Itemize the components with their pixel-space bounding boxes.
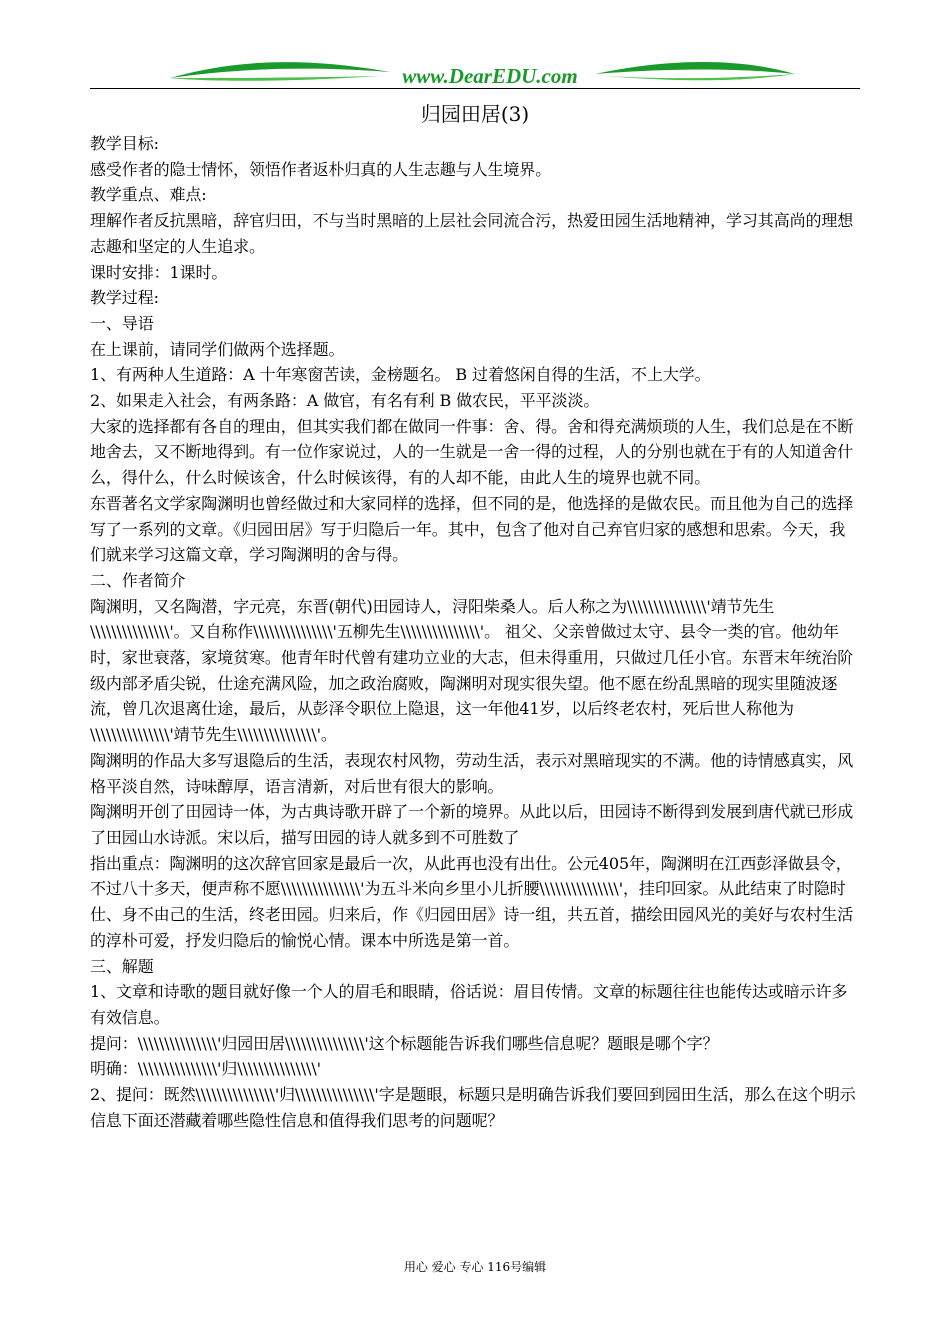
header-rule <box>90 88 860 89</box>
section-heading: 二、作者简介 <box>90 570 186 590</box>
paragraph: 1、文章和诗歌的题目就好像一个人的眉毛和眼睛，俗话说：眉目传情。文章的标题往往也能传达或暗示许多有效信息。 <box>90 982 848 1027</box>
paragraph: 教学过程: <box>90 288 159 308</box>
paragraph: 教学目标: <box>90 134 159 153</box>
right-swoosh-icon <box>595 62 795 74</box>
paragraph: 课时安排：1课时。 <box>90 262 228 282</box>
paragraph: 提问：\\\\\\\\\\\\\\\'归园田居\\\\\\\\\\\\\\\'这个标题能告诉我们哪些信息呢？题眼是哪个字？ <box>90 1033 719 1053</box>
right-swoosh-tail-icon <box>605 74 795 80</box>
paragraph: 感受作者的隐士情怀，领悟作者返朴归真的人生志趣与人生境界。 <box>90 159 552 179</box>
paragraph: 大家的选择都有各自的理由，但其实我们都在做同一件事：舍、得。舍和得充满烦琐的人生，我们总是在不断地舍去，又不断地得到。有一位作家说过，人的一生就是一舍一得的过程，人的分别也就在于有的人知道舍什么，得什么，什么时候该舍，什么时候该得，有的人却不能，由此人生的境界也就不同。 <box>90 416 854 488</box>
paragraph: 2、如果走入社会，有两条路：A 做官，有名有利 B 做农民，平平淡淡。 <box>90 391 600 411</box>
paragraph: 陶渊明的作品大多写退隐后的生活，表现农村风物，劳动生活，表示对黑暗现实的不满。他的诗情感真实，风格平淡自然，诗味醇厚，语言清新，对后世有很大的影响。 <box>90 750 854 796</box>
site-logo-text: www.DearEDU.com <box>402 64 578 88</box>
paragraph: 指出重点：陶渊明的这次辞官回家是最后一次，从此再也没有出仕。公元405年，陶渊明在江西彭泽做县令，不过八十多天，便声称不愿\\\\\\\\\\\\\\\'为五斗米向乡里小儿折腰\\\\\\\\\\\\\\\'，挂印回家。从此结束了时隐时仕、身不由己的生活，终老田园。归来后，作《归园田居》诗一组，共五首，描绘田园风光的美好与农村生活的淳朴可爱，抒发归隐后的愉悦心情。课本中所选是第一首。 <box>90 853 854 950</box>
dearedu-header-banner <box>90 52 860 98</box>
document-title: 归园田居(3) <box>420 102 530 126</box>
paragraph: 1、有两种人生道路：A 十年寒窗苦读，金榜题名。 B 过着悠闲自得的生活，不上大学。 <box>90 365 711 385</box>
section-heading: 三、解题 <box>90 956 154 976</box>
paragraph: 教学重点、难点: <box>90 185 207 205</box>
paragraph: 理解作者反抗黑暗，辞官归田，不与当时黑暗的上层社会同流合污，热爱田园生活地精神，学习其高尚的理想志趣和坚定的人生追求。 <box>90 211 854 256</box>
section-heading: 一、导语 <box>90 313 154 333</box>
paragraph: 2、提问：既然\\\\\\\\\\\\\\\'归\\\\\\\\\\\\\\\'字是题眼，标题只是明确告诉我们要回到园田生活，那么在这个明示信息下面还潜藏着哪些隐性信息和值得我们思考的问题呢？ <box>90 1085 856 1130</box>
paragraph: 在上课前，请同学们做两个选择题。 <box>90 339 345 359</box>
left-swoosh-icon <box>170 62 390 78</box>
page-footer: 用心 爱心 专心 116号编辑 <box>403 1260 547 1274</box>
document-body <box>90 131 860 1133</box>
paragraph: 明确：\\\\\\\\\\\\\\\'归\\\\\\\\\\\\\\\' <box>90 1059 321 1079</box>
paragraph: 东晋著名文学家陶渊明也曾经做过和大家同样的选择，但不同的是，他选择的是做农民。而且他为自己的选择写了一系列的文章。《归园田居》写于归隐后一年。其中，包含了他对自己弃官归家的感想和思索。今天，我们就来学习这篇文章，学习陶渊明的舍与得。 <box>90 493 854 565</box>
paragraph: 陶渊明开创了田园诗一体，为古典诗歌开辟了一个新的境界。从此以后，田园诗不断得到发展到唐代就已形成了田园山水诗派。宋以后，描写田园的诗人就多到不可胜数了 <box>90 802 854 847</box>
left-swoosh-tail-icon <box>170 76 380 81</box>
paragraph: 陶渊明，又名陶潜，字元亮，东晋(朝代)田园诗人，浔阳柴桑人。后人称之为\\\\\\\\\\\\\\\'靖节先生\\\\\\\\\\\\\\\'。又自称作\\\\\\\\\\\\\\\'五柳先生\\\\\\\\\\\\\\\'。 祖父、父亲曾做过太守、县令一类的官。他幼年时，家世衰落，家境贫寒。他青年时代曾有建功立业的大志，但未得重用，只做过几任小官。东晋末年统治阶级内部矛盾尖锐，仕途充满风险，加之政治腐败，陶渊明对现实很失望。他不愿在纷乱黑暗的现实里随波逐流，曾几次退离仕途，最后，从彭泽令职位上隐退，这一年他41岁，以后终老农村，死后世人称他为\\\\\\\\\\\\\\\'靖节先生\\\\\\\\\\\\\\\'。 <box>90 596 854 745</box>
